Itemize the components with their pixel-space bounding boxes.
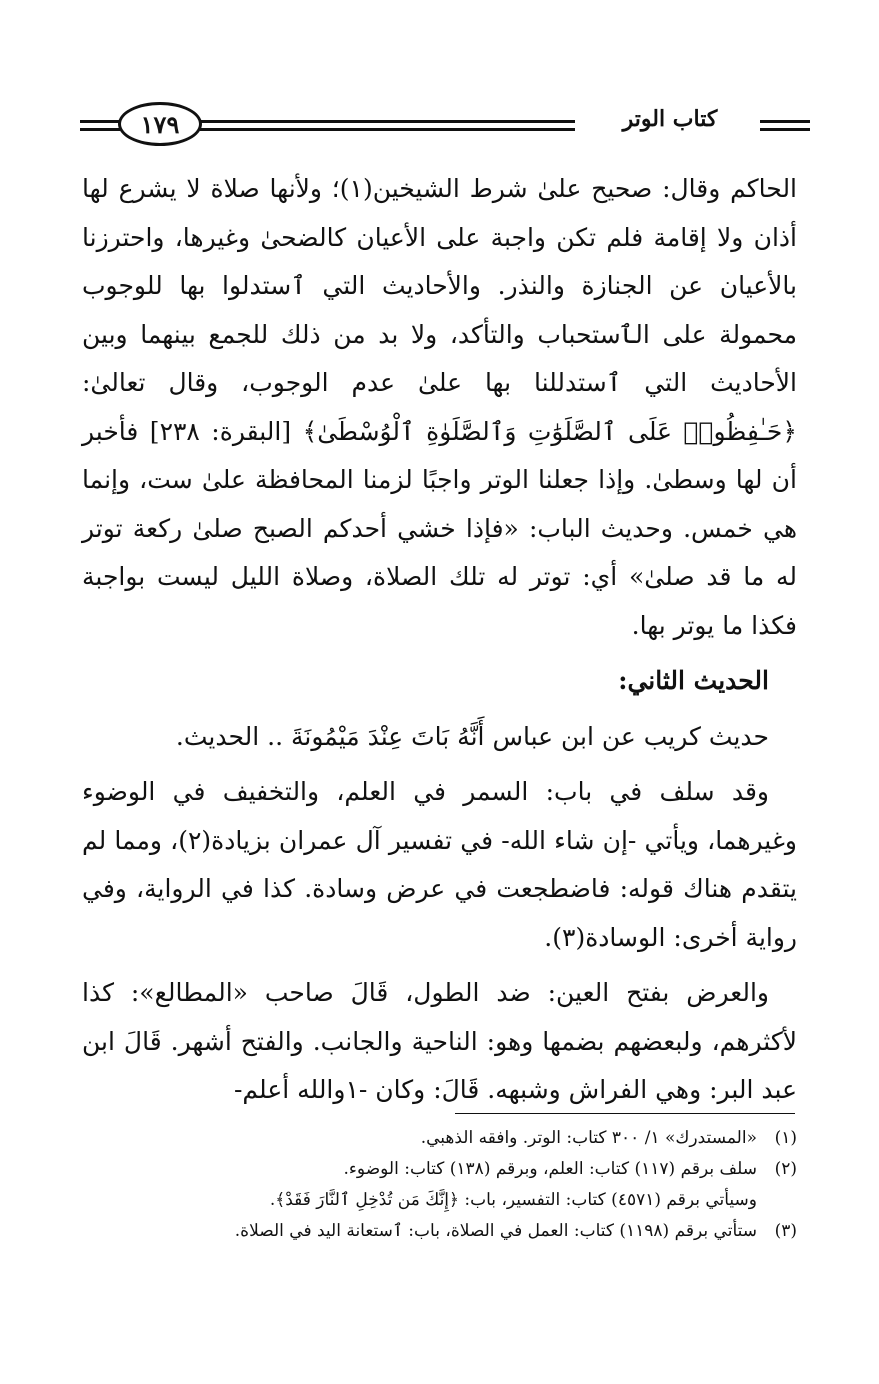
footnote: [82, 1216, 797, 1247]
header-rule: [80, 128, 120, 131]
footnote-number: (١): [774, 1128, 797, 1148]
footnote-number: (٣): [774, 1221, 797, 1241]
header-rule: [200, 120, 575, 123]
paragraph-2: حديث كريب عن ابن عباس أَنَّهُ بَاتَ عِنْدَ مَيْمُونَةَ .. الحديث.: [175, 721, 769, 751]
section-heading: الحديث الثاني:: [618, 666, 769, 695]
page-number: ١٧٩: [118, 102, 202, 146]
footnote-number: (٢): [774, 1159, 797, 1179]
paragraph-3: وقد سلف في باب: السمر في العلم، والتخفيف في الوضوء وغيرهما، ويأتي -إن شاء الله- في تفسير آل عمران بزيادة(٢)، ومما لم يتقدم هناك قوله: فاضطجعت في عرض وسادة. كذا في الرواية، وفي رواية أخرى: الوسادة(٣).: [82, 777, 797, 952]
footnotes: [82, 1123, 797, 1247]
footnote-text: «المستدرك» ١/ ٣٠٠ كتاب: الوتر. وافقه الذهبي.: [420, 1128, 757, 1148]
footnote-text: ستأتي برقم (١١٩٨) كتاب: العمل في الصلاة، باب: ٱستعانة اليد في الصلاة.: [234, 1221, 757, 1241]
paragraph-1: الحاكم وقال: صحيح علىٰ شرط الشيخين(١)؛ ولأنها صلاة لا يشرع لها أذان ولا إقامة فلم تكن واجبة على الأعيان كالضحىٰ وغيرها، واحترزنا بالأعيان عن الجنازة والنذر. والأحاديث التي ٱستدلوا بها للوجوب محمولة على الٱستحباب والتأكد، ولا بد من ذلك للجمع بينهما وبين الأحاديث التي ٱستدللنا بها علىٰ عدم الوجوب، وقال تعالىٰ: ﴿حَـٰفِظُوا۟ عَلَى ٱلصَّلَوَٰتِ وَٱلصَّلَوٰةِ ٱلْوُسْطَىٰ﴾ [البقرة: ٢٣٨] فأخبر أن لها وسطىٰ. وإذا جعلنا الوتر واجبًا لزمنا المحافظة علىٰ ست، وإنما هي خمس. وحديث الباب: «فإذا خشي أحدكم الصبح صلىٰ ركعة توتر له ما قد صلىٰ» أي: توتر له تلك الصلاة، وصلاة الليل ليست بواجبة فكذا ما يوتر بها.: [82, 174, 798, 640]
header-rule: [80, 120, 120, 123]
footnote-continuation: [82, 1185, 797, 1216]
running-title: كتاب الوتر: [622, 106, 718, 132]
footnote: [82, 1123, 797, 1154]
main-text: [82, 165, 797, 1115]
header-rule: [760, 128, 810, 131]
paragraph-4: والعرض بفتح العين: ضد الطول، قَالَ صاحب «المطالع»: كذا لأكثرهم، ولبعضهم بضمها وهو: الناحية والجانب. والفتح أشهر. قَالَ ابن عبد البر: وهي الفراش وشبهه. قَالَ: وكان -١والله أعلم-: [82, 978, 797, 1104]
running-header: [80, 98, 810, 158]
header-rule: [200, 128, 575, 131]
footnote: [82, 1154, 797, 1185]
header-rule: [760, 120, 810, 123]
footnote-text: وسيأتي برقم (٤٥٧١) كتاب: التفسير، باب: ﴿إِنَّكَ مَن تُدْخِلِ ٱلنَّارَ فَقَدْ﴾.: [269, 1190, 757, 1210]
footnote-separator: [455, 1113, 795, 1114]
footnote-text: سلف برقم (١١٧) كتاب: العلم، وبرقم (١٣٨) كتاب: الوضوء.: [343, 1159, 757, 1179]
